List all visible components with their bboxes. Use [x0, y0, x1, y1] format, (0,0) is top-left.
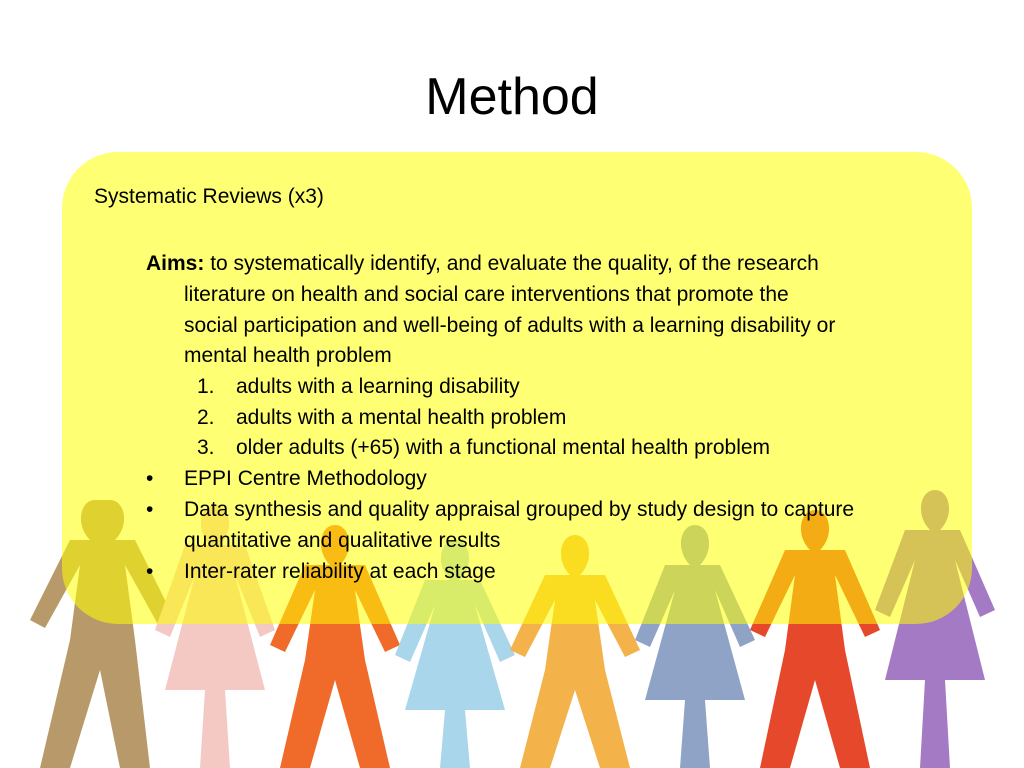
bullet-marker: • [146, 467, 154, 490]
bullet-text: Data synthesis and quality appraisal grouped by study design to capture [184, 498, 855, 521]
slide-title: Method [425, 68, 599, 126]
numbered-item-text: adults with a learning disability [236, 375, 520, 398]
aims-text-line-2: literature on health and social care interventions that promote the [184, 283, 789, 306]
aims-first-line [146, 248, 819, 279]
numbered-item-number: 1. [197, 375, 215, 398]
numbered-item-text: older adults (+65) with a functional mental health problem [236, 436, 771, 459]
bullet-text: Inter-rater reliability at each stage [184, 560, 496, 583]
bullet-text: EPPI Centre Methodology [184, 467, 427, 490]
numbered-item-text: adults with a mental health problem [236, 406, 567, 429]
aims-text-line-4: mental health problem [184, 344, 392, 367]
numbered-item-number: 2. [197, 406, 215, 429]
bullet-marker: • [146, 498, 154, 521]
subheading: Systematic Reviews (x3) [94, 185, 324, 208]
aims-label: Aims: [146, 252, 205, 275]
aims-text-line-3: social participation and well-being of adults with a learning disability or [184, 314, 836, 337]
bullet-text-continuation: quantitative and qualitative results [184, 529, 501, 552]
bullet-marker: • [146, 560, 154, 583]
aims-text-line-1: to systematically identify, and evaluate the quality, of the research [210, 252, 819, 275]
numbered-item-number: 3. [197, 436, 215, 459]
